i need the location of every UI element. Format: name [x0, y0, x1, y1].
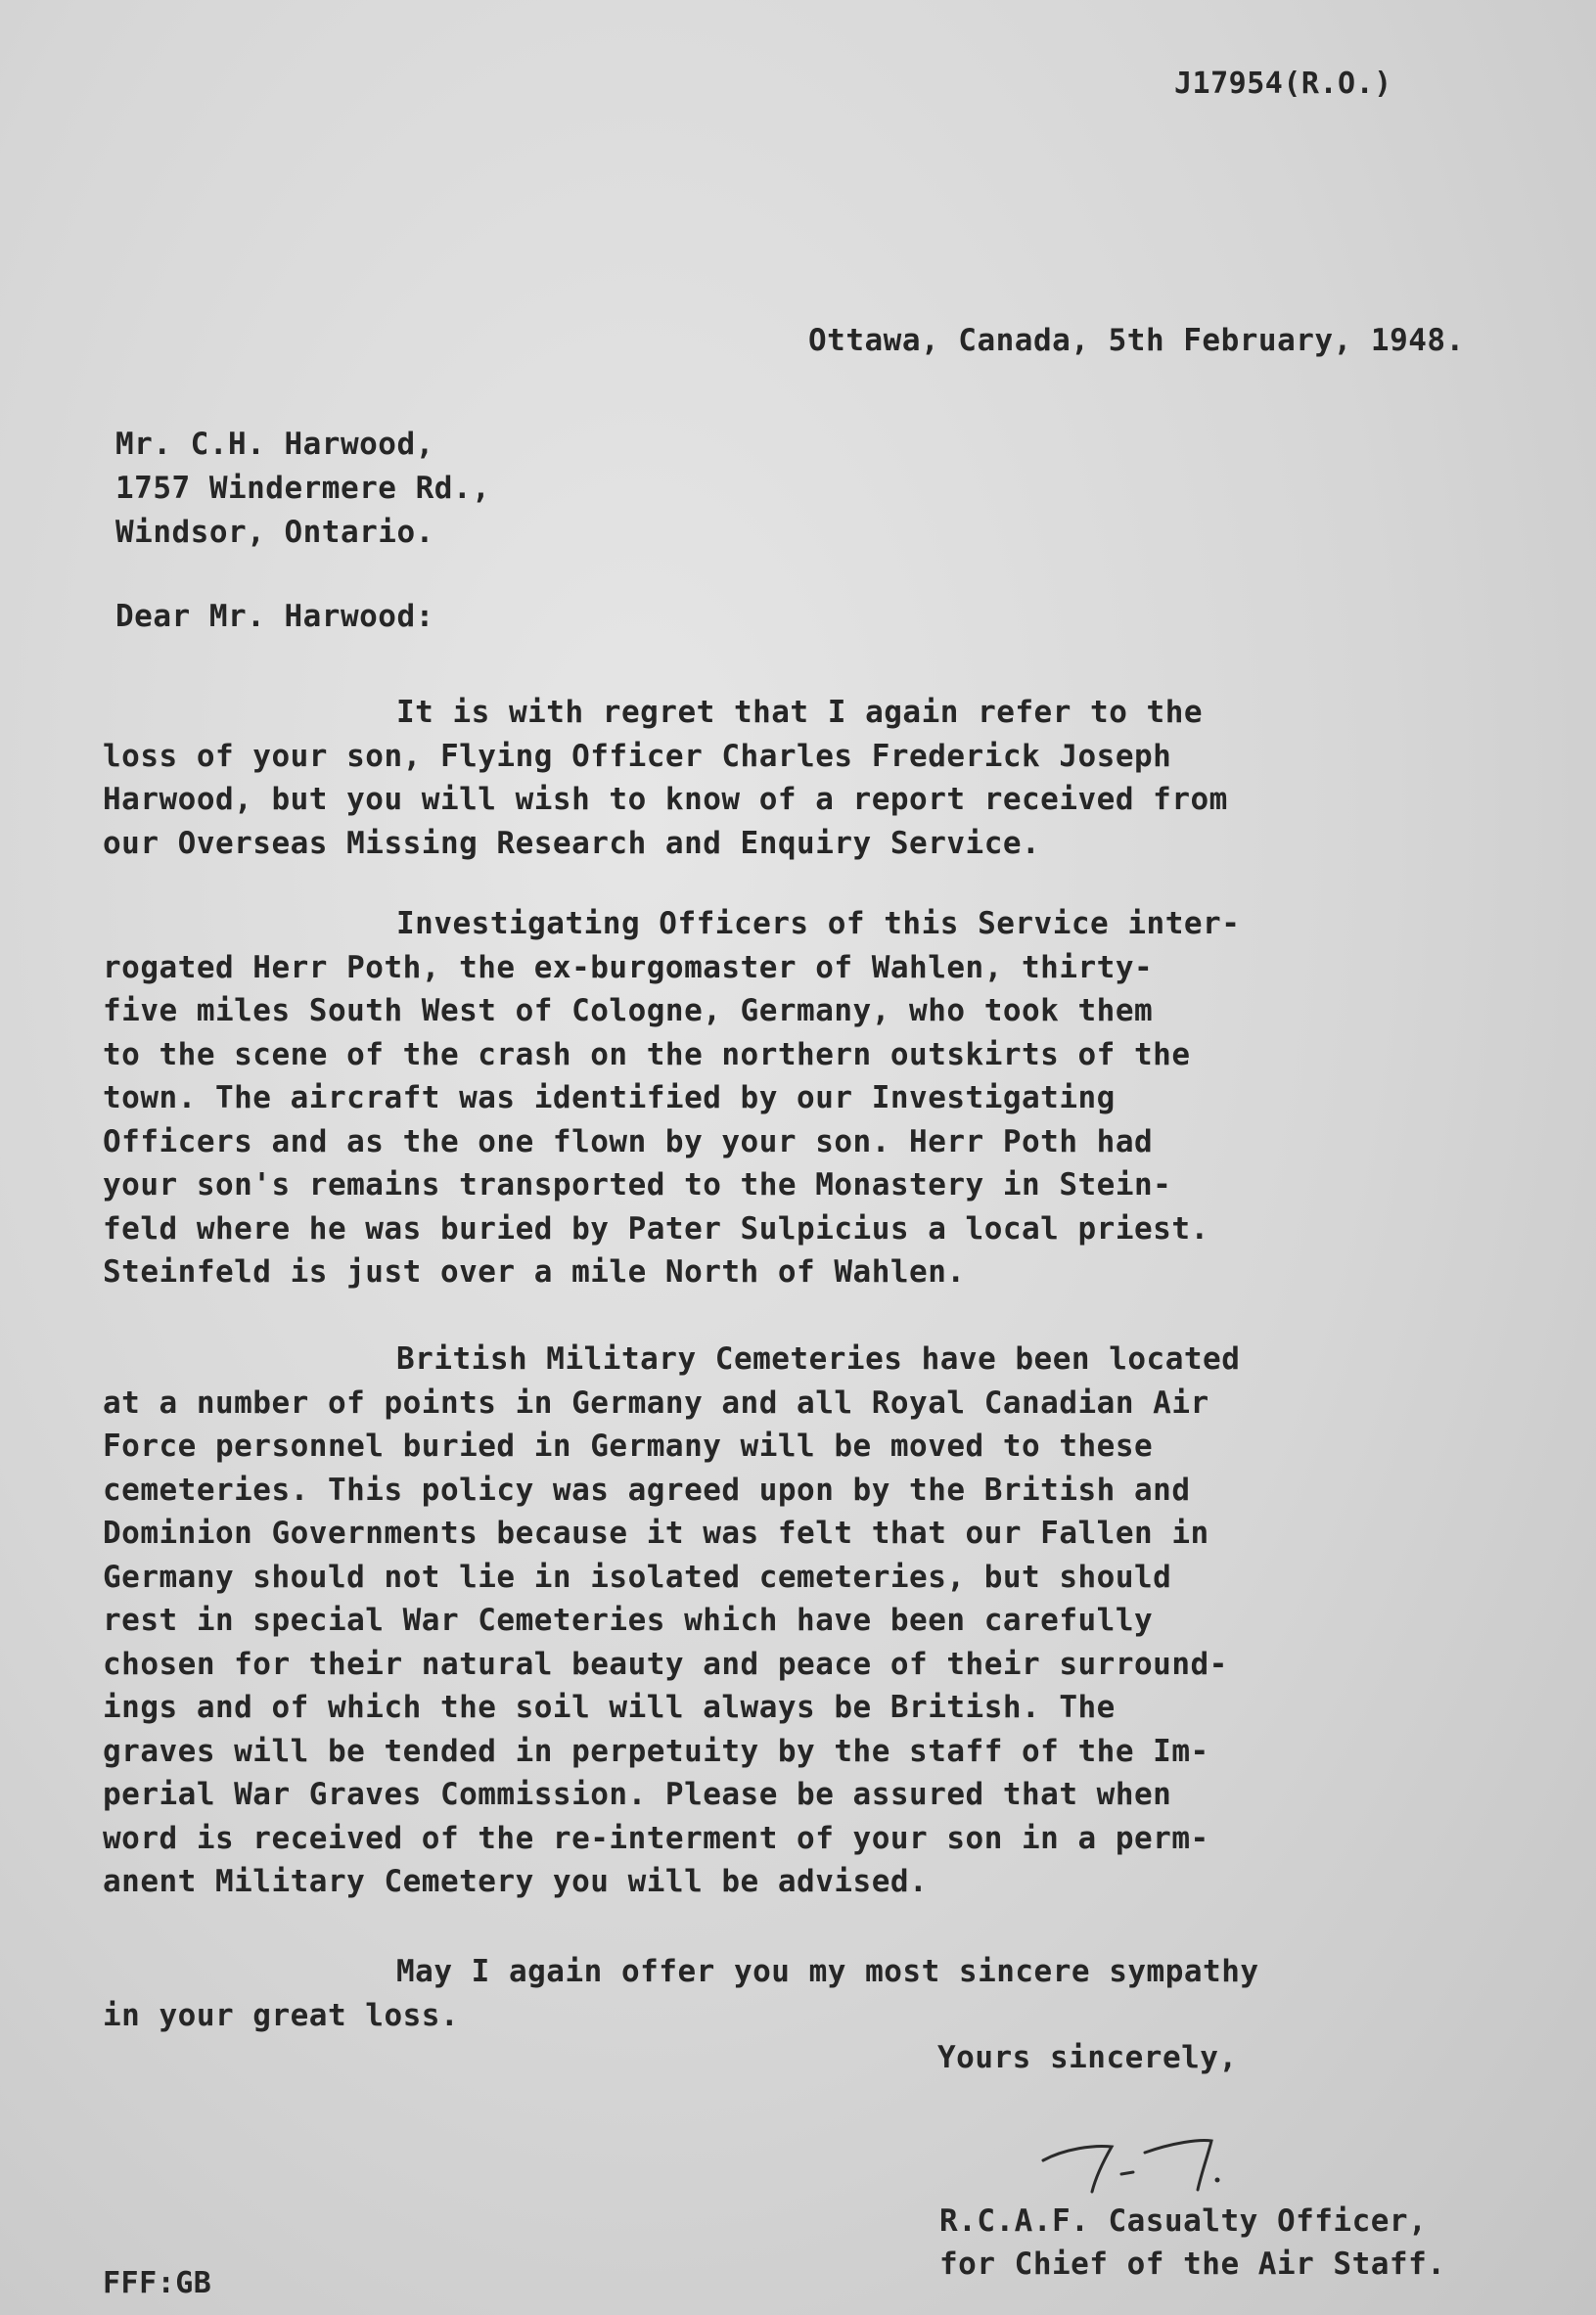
paragraph-line: to the scene of the crash on the northern outskirts of the	[103, 1036, 1191, 1072]
paragraph-line: chosen for their natural beauty and peace of their surround-	[103, 1646, 1228, 1682]
paragraph-line: Investigating Officers of this Service inter-	[396, 906, 1241, 941]
paragraph-line: in your great loss.	[103, 1997, 460, 2033]
paragraph-line: Steinfeld is just over a mile North of Wahlen.	[103, 1254, 966, 1290]
signature-line: R.C.A.F. Casualty Officer,	[939, 2203, 1428, 2239]
paragraph-line: loss of your son, Flying Officer Charles Frederick Joseph	[103, 738, 1172, 774]
paragraph-line: feld where he was buried by Pater Sulpicius a local priest.	[103, 1210, 1209, 1247]
paragraph-line: at a number of points in Germany and all Royal Canadian Air	[103, 1384, 1209, 1421]
paragraph-line: town. The aircraft was identified by our Investigating	[103, 1080, 1116, 1115]
paragraph-line: Harwood, but you will wish to know of a report received from	[103, 782, 1228, 817]
paragraph-line: Officers and as the one flown by your son. Herr Poth had	[103, 1123, 1154, 1159]
salutation: Dear Mr. Harwood:	[115, 599, 434, 634]
address-line: Mr. C.H. Harwood,	[115, 427, 434, 462]
paragraph-line: Dominion Governments because it was felt that our Fallen in	[103, 1516, 1209, 1551]
paragraph-line: rest in special War Cemeteries which have been carefully	[103, 1603, 1154, 1638]
place-and-date: Ottawa, Canada, 5th February, 1948.	[808, 323, 1465, 358]
recipient-address	[115, 423, 490, 555]
paragraph-line: Force personnel buried in Germany will be moved to these	[103, 1429, 1154, 1464]
handwritten-signature	[1035, 2131, 1260, 2200]
paragraph-line: It is with regret that I again refer to the	[396, 695, 1204, 730]
paragraph-line: anent Military Cemetery you will be advised.	[103, 1864, 929, 1899]
paragraph-line: May I again offer you my most sincere sympathy	[396, 1954, 1259, 1989]
paragraph-line: perial War Graves Commission. Please be assured that when	[103, 1777, 1172, 1812]
signature-block	[939, 2200, 1445, 2286]
paragraph-line: five miles South West of Cologne, Germany, who took them	[103, 993, 1154, 1028]
paragraph-line: our Overseas Missing Research and Enquiry Service.	[103, 825, 1041, 861]
paragraph-1	[103, 691, 1228, 865]
paragraph-line: cemeteries. This policy was agreed upon by the British and	[103, 1472, 1191, 1508]
address-line: 1757 Windermere Rd.,	[115, 471, 491, 506]
reference-number: J17954(R.O.)	[1174, 67, 1392, 101]
paragraph-line: word is received of the re-interment of your son in a perm-	[103, 1820, 1209, 1856]
paragraph-line: your son's remains transported to the Monastery in Stein-	[103, 1167, 1172, 1203]
address-line: Windsor, Ontario.	[115, 515, 434, 550]
paragraph-line: ings and of which the soil will always be British. The	[103, 1690, 1116, 1725]
paragraph-line: Germany should not lie in isolated cemeteries, but should	[103, 1559, 1172, 1595]
paragraph-3	[103, 1338, 1240, 1904]
paragraph-line: British Military Cemeteries have been located	[396, 1341, 1241, 1377]
closing: Yours sincerely,	[937, 2040, 1238, 2075]
typist-initials: FFF:GB	[103, 2266, 212, 2300]
paragraph-4	[103, 1950, 1259, 2037]
paragraph-line: rogated Herr Poth, the ex-burgomaster of Wahlen, thirty-	[103, 949, 1154, 985]
paragraph-line: graves will be tended in perpetuity by the staff of the Im-	[103, 1733, 1209, 1769]
signature-line: for Chief of the Air Staff.	[939, 2247, 1446, 2282]
paragraph-2	[103, 902, 1240, 1294]
